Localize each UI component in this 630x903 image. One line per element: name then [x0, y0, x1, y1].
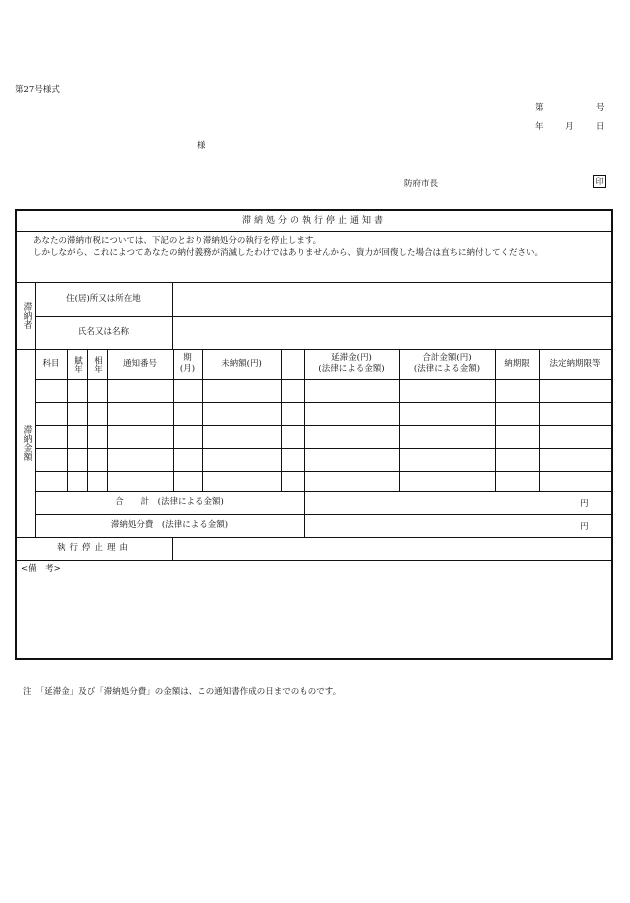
- fee-unit: 円: [580, 522, 589, 532]
- date-day: 日: [596, 122, 605, 132]
- col-late-fee: [304, 349, 399, 379]
- col-period: [173, 349, 202, 379]
- stop-reason-field[interactable]: [173, 538, 611, 559]
- notice-title: 滞納処分の執行停止通知書: [17, 211, 611, 232]
- name-label: 氏名又は名称: [77, 327, 129, 337]
- col-fiscal-year: 賦年: [72, 355, 83, 373]
- col-total-l1: 合計金額(円): [422, 353, 472, 363]
- col-tax-year: 相年: [92, 355, 103, 373]
- date-year: 年: [535, 122, 544, 132]
- amount-section-label: 滞納金額: [21, 425, 32, 461]
- notice-line1: あなたの滞納市税については、下記のとおり滞納処分の執行を停止します。: [33, 236, 322, 246]
- notice-form: [15, 209, 613, 660]
- col-legal-due: 法定納期限等: [549, 358, 601, 369]
- issuer: 防府市長: [404, 179, 439, 189]
- col-due: 納期限: [504, 358, 530, 369]
- col-period-l1: 期: [183, 353, 192, 363]
- col-period-l2: (月): [179, 364, 196, 374]
- seal-mark: 印: [593, 175, 606, 188]
- addressee-suffix: 様: [197, 141, 206, 151]
- delinquent-section-label: 滞納者: [21, 302, 32, 329]
- name-field[interactable]: [173, 317, 611, 348]
- col-unpaid: 未納額(円): [221, 358, 262, 369]
- total-unit: 円: [580, 499, 589, 509]
- notice-message: [21, 235, 607, 259]
- col-late-fee-l1: 延滞金(円): [331, 353, 372, 363]
- footnote: 注 「延滞金」及び「滞納処分費」の金額は、この通知書作成の日までのものです。: [23, 687, 342, 697]
- form-id: 第27号様式: [15, 85, 60, 95]
- notice-line2: しかしながら、これによつてあなたの納付義務が消滅したわけではありませんから、資力が回復した場合は直ちに納付してください。: [33, 248, 544, 258]
- col-item: 科目: [42, 358, 60, 369]
- col-total: [399, 349, 495, 379]
- total-label: 合 計 (法律による金額): [115, 497, 224, 507]
- date-month: 月: [565, 122, 574, 132]
- col-total-l2: (法律による金額): [413, 364, 481, 374]
- remarks-field[interactable]: [21, 575, 609, 655]
- address-label: 住(居)所又は所在地: [66, 293, 141, 304]
- col-late-fee-l2: (法律による金額): [318, 364, 385, 374]
- number-suffix: 号: [596, 103, 605, 113]
- address-field[interactable]: [173, 283, 611, 315]
- stop-reason-label: 執行停止理由: [56, 543, 132, 553]
- col-notice-no: 通知番号: [122, 358, 157, 369]
- remarks-label: <備 考>: [21, 564, 61, 574]
- number-prefix: 第: [535, 103, 544, 113]
- fee-label: 滞納処分費 (法律による金額): [110, 520, 229, 530]
